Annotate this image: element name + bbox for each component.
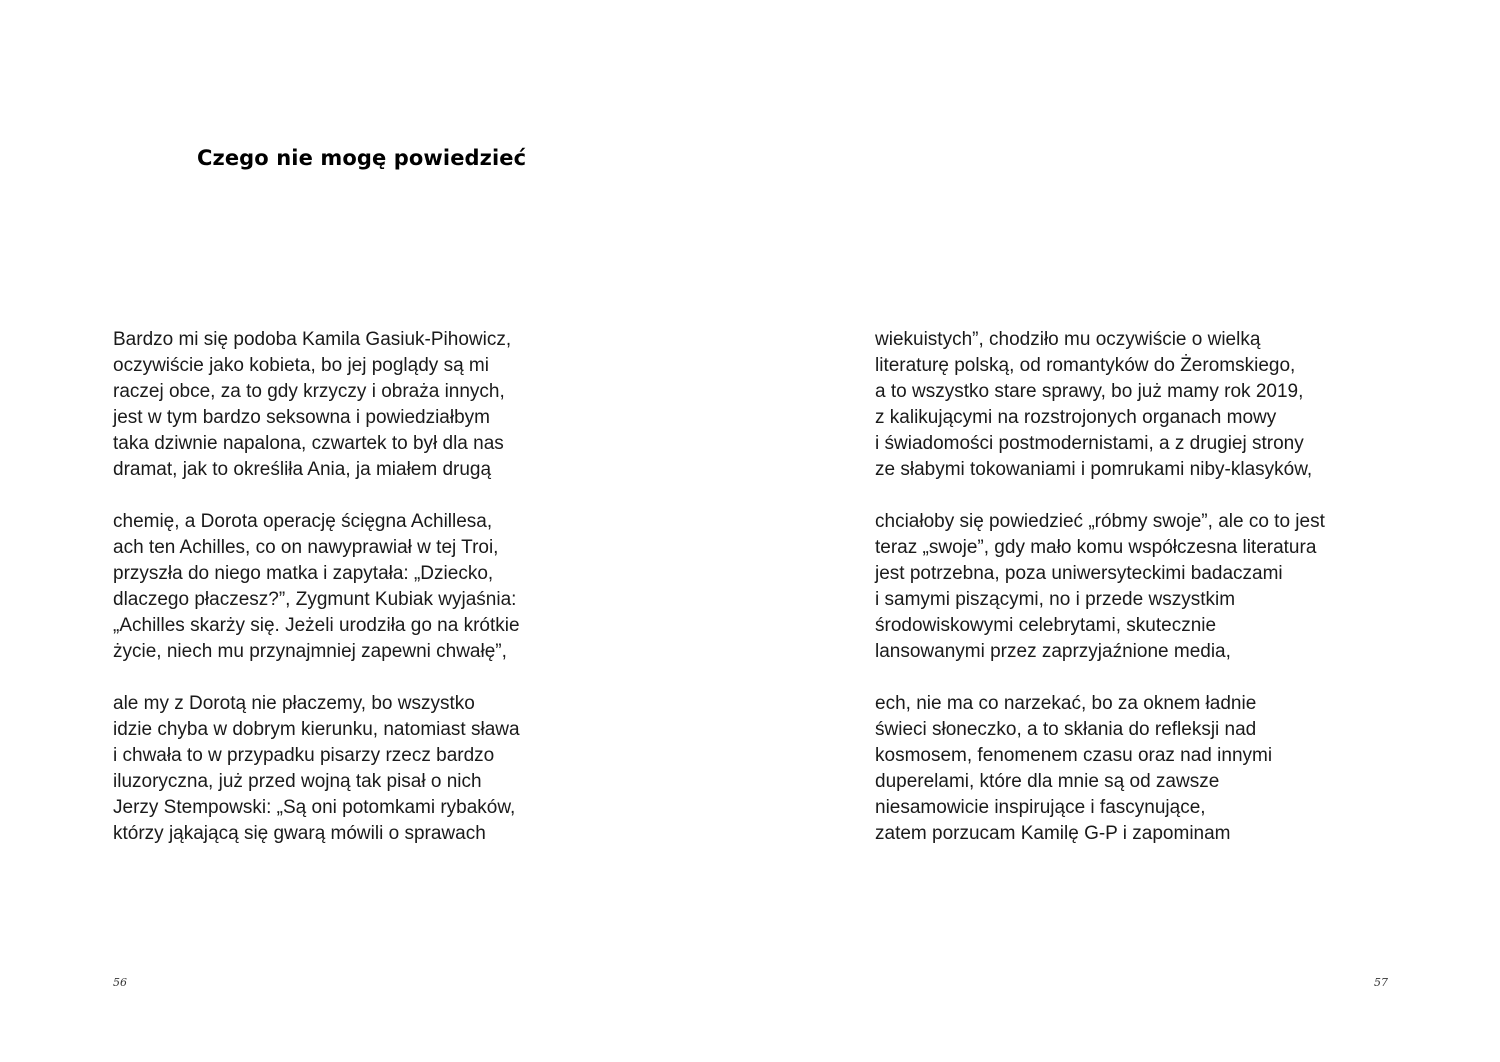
poem-title: Czego nie mogę powiedzieć (197, 146, 527, 170)
poem-line: dramat, jak to określiła Ania, ja miałem drugą (113, 459, 492, 480)
poem-line: niesamowicie inspirujące i fascynujące, (875, 797, 1206, 818)
poem-line: idzie chyba w dobrym kierunku, natomiast sława (113, 719, 520, 740)
poem-line: dlaczego płaczesz?”, Zygmunt Kubiak wyjaśnia: (113, 589, 517, 610)
poem-line: oczywiście jako kobieta, bo jej poglądy są mi (113, 355, 489, 376)
poem-line: ale my z Dorotą nie płaczemy, bo wszystko (113, 693, 475, 714)
poem-line: „Achilles skarży się. Jeżeli urodziła go na krótkie (113, 615, 520, 636)
stanza (113, 327, 520, 483)
poem-line: jest w tym bardzo seksowna i powiedziałbym (113, 407, 490, 428)
stanza (113, 509, 520, 665)
poem-line: jest potrzebna, poza uniwersyteckimi badaczami (875, 563, 1283, 584)
poem-line: z kalikującymi na rozstrojonych organach mowy (875, 407, 1277, 428)
poem-line: chciałoby się powiedzieć „róbmy swoje”, ale co to jest (875, 511, 1325, 532)
poem-line: wiekuistych”, chodziło mu oczywiście o wielką (875, 329, 1261, 350)
poem-line: i samymi piszącymi, no i przede wszystkim (875, 589, 1236, 610)
poem-line: przyszła do niego matka i zapytała: „Dziecko, (113, 563, 494, 584)
poem-line: ze słabymi tokowaniami i pomrukami niby-klasyków, (875, 459, 1313, 480)
stanza (113, 691, 520, 847)
page-number: 57 (1374, 976, 1388, 989)
poem-line: świeci słoneczko, a to skłania do refleksji nad (875, 719, 1257, 740)
poem-line: i świadomości postmodernistami, a z drugiej strony (875, 433, 1304, 454)
right-poem-text (875, 327, 1325, 847)
poem-line: teraz „swoje”, gdy mało komu współczesna literatura (875, 537, 1317, 558)
stanza (875, 691, 1325, 847)
poem-line: ech, nie ma co narzekać, bo za oknem ładnie (875, 693, 1257, 714)
poem-line: literaturę polską, od romantyków do Żeromskiego, (875, 355, 1296, 376)
poem-line: duperelami, które dla mnie są od zawsze (875, 771, 1220, 792)
page-number: 56 (113, 976, 127, 989)
poem-line: raczej obce, za to gdy krzyczy i obraża innych, (113, 381, 505, 402)
poem-line: którzy jąkającą się gwarą mówili o sprawach (113, 823, 486, 844)
poem-line: życie, niech mu przynajmniej zapewni chwałę”, (113, 641, 507, 662)
poem-line: taka dziwnie napalona, czwartek to był dla nas (113, 433, 504, 454)
poem-line: i chwała to w przypadku pisarzy rzecz bardzo (113, 745, 495, 766)
stanza (875, 509, 1325, 665)
poem-line: Bardzo mi się podoba Kamila Gasiuk-Pihowicz, (113, 329, 512, 350)
poem-line: środowiskowymi celebrytami, skutecznie (875, 615, 1217, 636)
poem-line: Jerzy Stempowski: „Są oni potomkami rybaków, (113, 797, 516, 818)
poem-line: a to wszystko stare sprawy, bo już mamy rok 2019, (875, 381, 1304, 402)
left-poem-text (113, 327, 520, 847)
stanza (875, 327, 1325, 483)
poem-line: kosmosem, fenomenem czasu oraz nad innymi (875, 745, 1273, 766)
poem-line: iluzoryczna, już przed wojną tak pisał o nich (113, 771, 482, 792)
poem-line: lansowanymi przez zaprzyjaźnione media, (875, 641, 1231, 662)
right-page (750, 0, 1500, 1062)
poem-line: chemię, a Dorota operację ścięgna Achillesa, (113, 511, 493, 532)
poem-line: zatem porzucam Kamilę G-P i zapominam (875, 823, 1231, 844)
poem-line: ach ten Achilles, co on nawyprawiał w tej Troi, (113, 537, 499, 558)
